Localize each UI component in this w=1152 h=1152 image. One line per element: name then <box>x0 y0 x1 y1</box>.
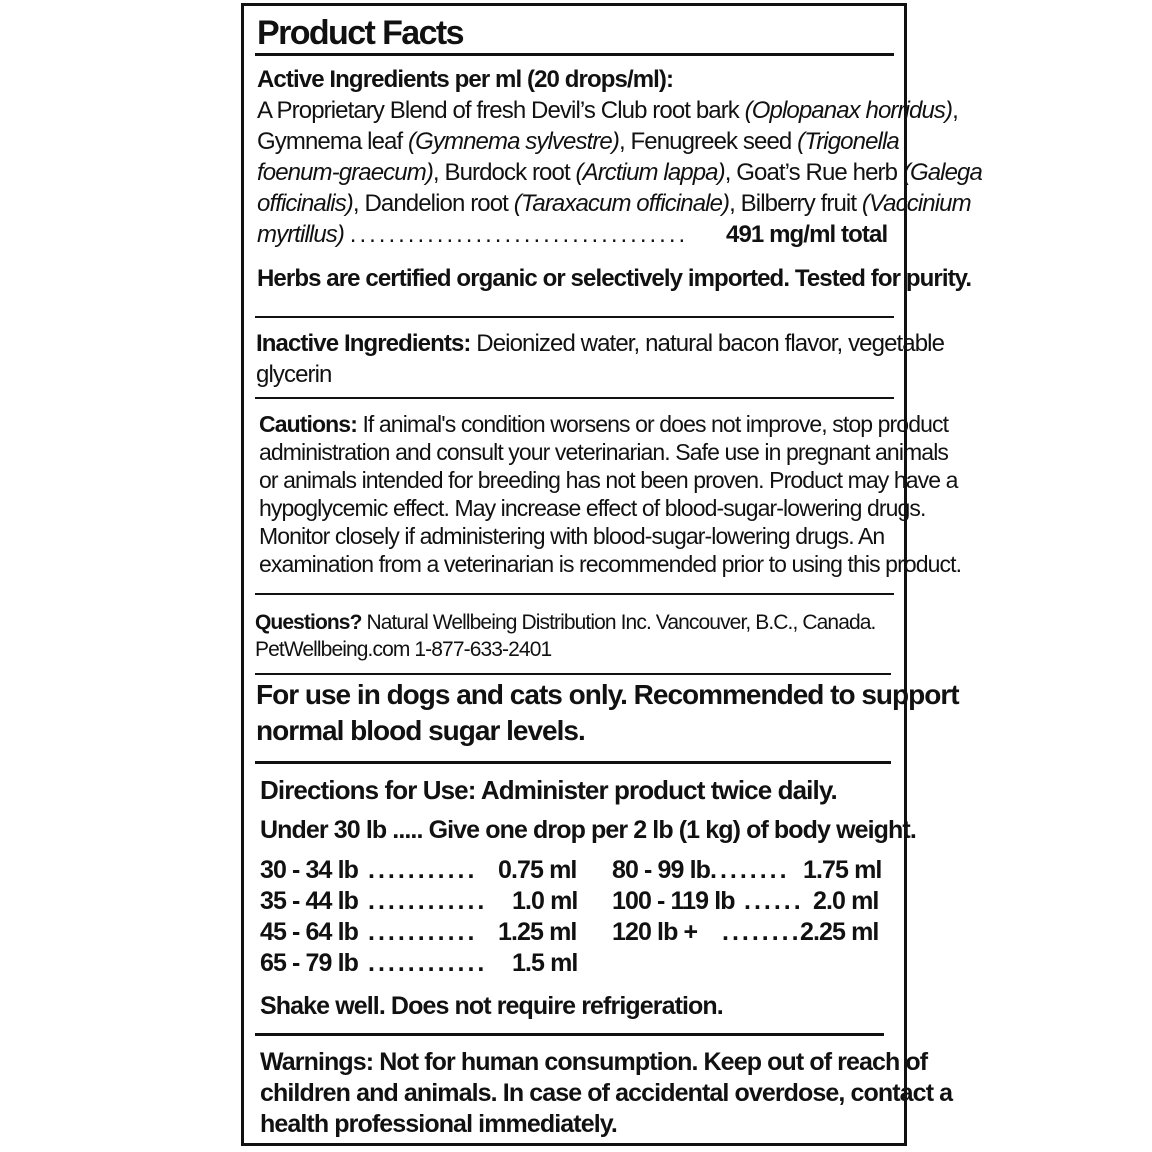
storage-note: Shake well. Does not require refrigeration. <box>260 992 723 1020</box>
divider-6 <box>255 1033 884 1036</box>
cautions-line-3: or animals intended for breeding has not been proven. Product may have a <box>259 467 958 493</box>
dose-dots: ........... <box>368 856 478 884</box>
herbs-note: Herbs are certified organic or selectively imported. Tested for purity. <box>257 265 972 292</box>
dose-weight: 30 - 34 lb <box>260 856 358 884</box>
questions-line-1: Questions? Natural Wellbeing Distribution Inc. Vancouver, B.C., Canada. <box>255 611 876 634</box>
cautions-line-6: examination from a veterinarian is recommended prior to using this product. <box>259 551 962 577</box>
dose-weight: 100 - 119 lb <box>612 887 735 915</box>
active-total: 491 mg/ml total <box>726 221 888 248</box>
dose-weight: 80 - 99 lb <box>612 856 710 884</box>
dose-dots: ........... <box>368 918 478 946</box>
use-line-1: For use in dogs and cats only. Recommended to support <box>256 679 959 710</box>
cautions-line-2: administration and consult your veterinarian. Safe use in pregnant animals <box>259 439 948 465</box>
dose-amount: 1.25 ml <box>498 918 577 946</box>
page-title: Product Facts <box>257 14 463 52</box>
active-line-4: officinalis), Dandelion root (Taraxacum officinale), Bilberry fruit (Vaccinium <box>257 190 971 217</box>
dose-amount: 2.0 ml <box>813 887 879 915</box>
divider-4 <box>255 673 891 675</box>
divider-2 <box>255 397 894 399</box>
cautions-line-5: Monitor closely if administering with blood-sugar-lowering drugs. An <box>259 523 885 549</box>
dose-weight: 35 - 44 lb <box>260 887 358 915</box>
dose-dots: ............ <box>368 949 488 977</box>
dose-amount: 1.5 ml <box>512 949 578 977</box>
dose-amount: 0.75 ml <box>498 856 577 884</box>
dose-amount: 1.0 ml <box>512 887 578 915</box>
divider-1 <box>255 316 894 318</box>
active-line-2: Gymnema leaf (Gymnema sylvestre), Fenugreek seed (Trigonella <box>257 128 899 155</box>
dose-weight: 65 - 79 lb <box>260 949 358 977</box>
dose-amount: 2.25 ml <box>800 918 879 946</box>
directions-under-30: Under 30 lb ..... Give one drop per 2 lb (1 kg) of body weight. <box>260 816 916 844</box>
dose-weight: 45 - 64 lb <box>260 918 358 946</box>
directions-heading: Directions for Use: Administer product twice daily. <box>260 775 837 805</box>
cautions-line-1: Cautions: If animal's condition worsens or does not improve, stop product <box>259 411 949 437</box>
questions-line-2: PetWellbeing.com 1-877-633-2401 <box>255 638 552 661</box>
dose-dots: ........ <box>710 856 790 884</box>
active-line-5: myrtillus) ................................... <box>257 221 689 248</box>
active-heading: Active Ingredients per ml (20 drops/ml): <box>257 66 674 93</box>
divider-3 <box>255 593 894 595</box>
dose-amount: 1.75 ml <box>803 856 882 884</box>
dose-dots: ............ <box>368 887 488 915</box>
dose-dots: ...... <box>744 887 804 915</box>
active-line-3: foenum-graecum), Burdock root (Arctium lappa), Goat’s Rue herb (Galega <box>257 159 982 186</box>
warnings-line-2: children and animals. In case of accidental overdose, contact a <box>260 1079 953 1107</box>
dose-dots: ........ <box>722 918 802 946</box>
cautions-line-4: hypoglycemic effect. May increase effect of blood-sugar-lowering drugs. <box>259 495 926 521</box>
divider-5 <box>255 761 891 764</box>
inactive-line-2: glycerin <box>256 361 332 388</box>
inactive-line-1: Inactive Ingredients: Deionized water, natural bacon flavor, vegetable <box>256 330 945 357</box>
title-divider <box>255 53 894 56</box>
dose-weight: 120 lb + <box>612 918 698 946</box>
active-line-1: A Proprietary Blend of fresh Devil’s Club root bark (Oplopanax horridus), <box>257 97 958 124</box>
warnings-line-1: Warnings: Not for human consumption. Keep out of reach of <box>260 1048 928 1076</box>
warnings-line-3: health professional immediately. <box>260 1110 617 1138</box>
use-line-2: normal blood sugar levels. <box>256 715 585 746</box>
